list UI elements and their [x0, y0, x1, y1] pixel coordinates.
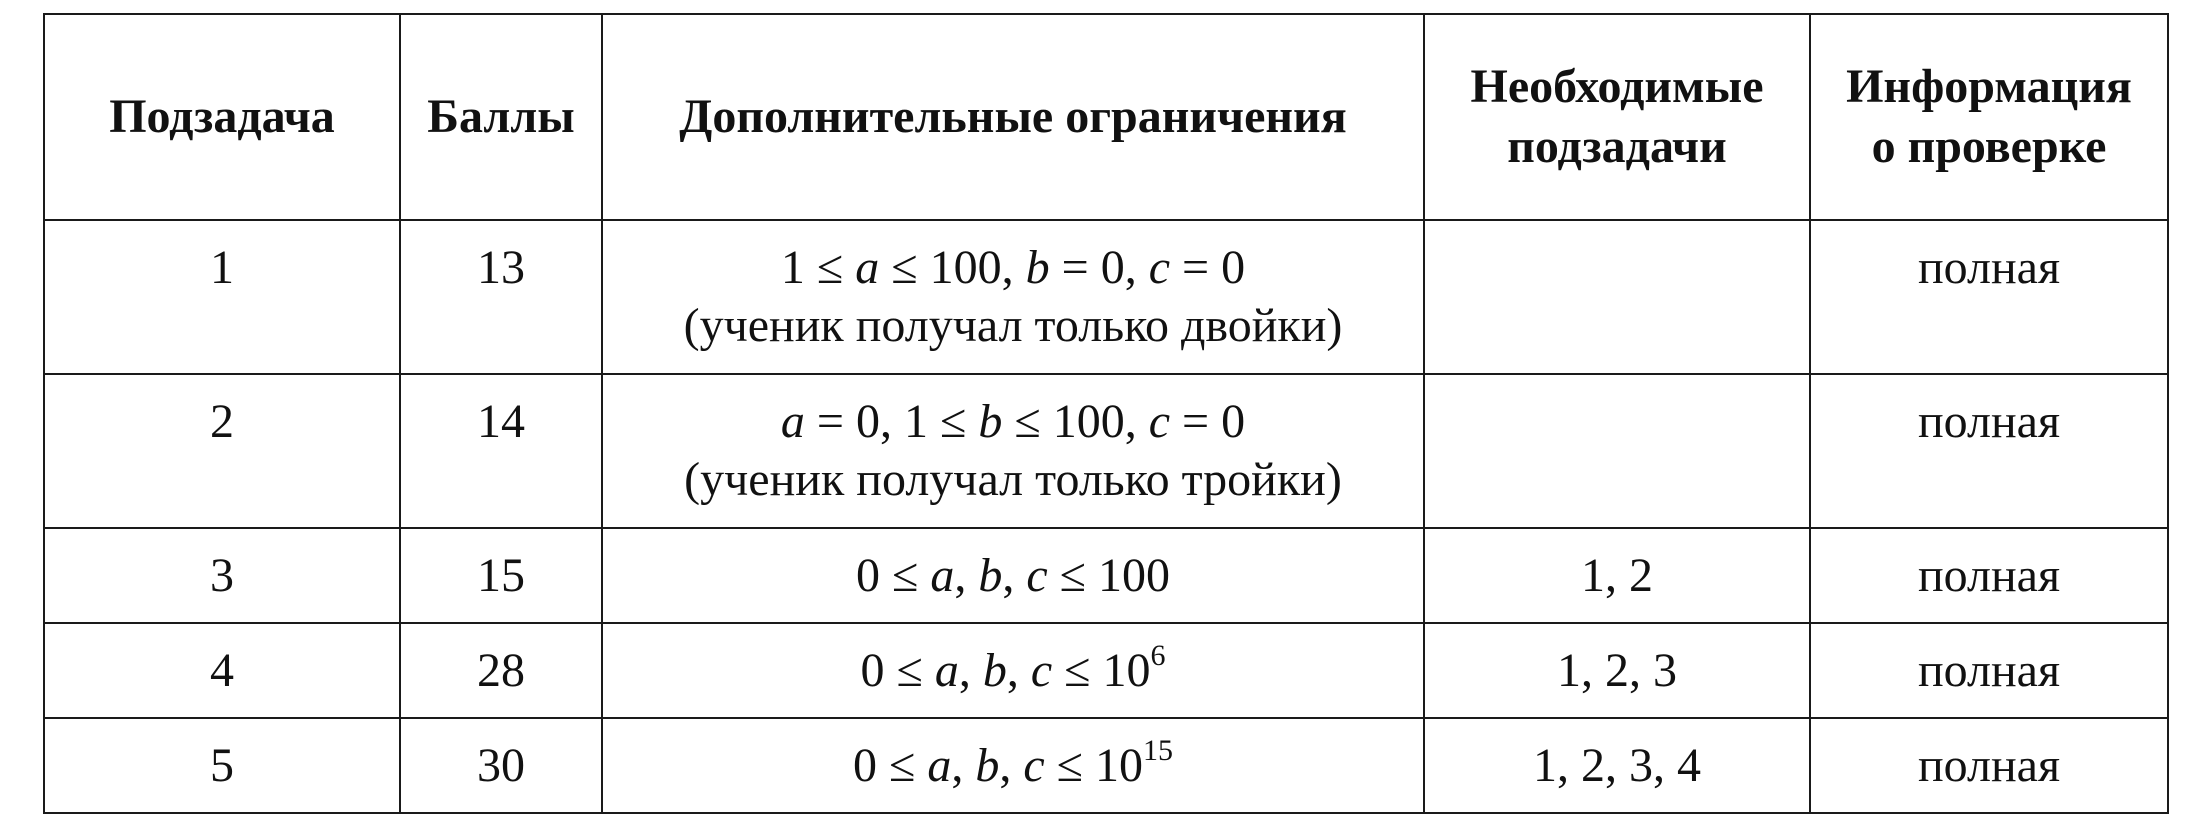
header-required-line2: подзадачи	[1507, 120, 1727, 173]
cell-points: 14	[400, 374, 602, 528]
cell-constraints	[602, 718, 1424, 813]
table-row	[44, 528, 2168, 623]
cell-check: полная	[1810, 220, 2168, 374]
constraint-formula: 0 ≤ a, b, $c \le 10^6$	[860, 638, 1166, 697]
cell-constraints	[602, 220, 1424, 374]
cell-constraints	[602, 528, 1424, 623]
constraint-formula: a = 0, 1 ≤ b ≤ 100, c = 0	[780, 395, 1246, 448]
cell-constraints	[602, 623, 1424, 718]
header-subtask: Подзадача	[44, 14, 400, 220]
table-row	[44, 220, 2168, 374]
cell-required	[1424, 220, 1810, 374]
exponent: 6	[1150, 638, 1166, 672]
cell-points: 15	[400, 528, 602, 623]
constraint-note: (ученик получал только двойки)	[683, 299, 1343, 352]
cell-subtask: 1	[44, 220, 400, 374]
cell-points: 13	[400, 220, 602, 374]
constraint-note: (ученик получал только тройки)	[684, 453, 1342, 506]
cell-subtask: 2	[44, 374, 400, 528]
table-row	[44, 374, 2168, 528]
cell-subtask: 5	[44, 718, 400, 813]
cell-points: 30	[400, 718, 602, 813]
header-check-line1: Информация	[1846, 60, 2132, 113]
cell-subtask: 3	[44, 528, 400, 623]
table-row	[44, 623, 2168, 718]
cell-check: полная	[1810, 528, 2168, 623]
constraint-formula: 1 ≤ a ≤ 100, b = 0, c = 0	[780, 241, 1246, 294]
header-check-info	[1810, 14, 2168, 220]
header-points: Баллы	[400, 14, 602, 220]
cell-check: полная	[1810, 374, 2168, 528]
cell-subtask: 4	[44, 623, 400, 718]
header-check-line2: о проверке	[1871, 120, 2107, 173]
cell-required: 1, 2	[1424, 528, 1810, 623]
subtasks-table	[43, 13, 2169, 814]
constraint-formula: 0 ≤ a, b, $c \le 10^{15}$	[853, 733, 1173, 792]
cell-required: 1, 2, 3	[1424, 623, 1810, 718]
cell-required: 1, 2, 3, 4	[1424, 718, 1810, 813]
header-required-subtasks	[1424, 14, 1810, 220]
header-constraints: Дополнительные ограничения	[602, 14, 1424, 220]
header-required-line1: Необходимые	[1470, 60, 1764, 113]
cell-required	[1424, 374, 1810, 528]
header-row	[44, 14, 2168, 220]
cell-constraints	[602, 374, 1424, 528]
table-row	[44, 718, 2168, 813]
cell-check: полная	[1810, 718, 2168, 813]
constraint-formula: 0 ≤ a, b, c ≤ 100	[856, 548, 1170, 602]
cell-points: 28	[400, 623, 602, 718]
cell-check: полная	[1810, 623, 2168, 718]
exponent: 15	[1143, 733, 1173, 767]
